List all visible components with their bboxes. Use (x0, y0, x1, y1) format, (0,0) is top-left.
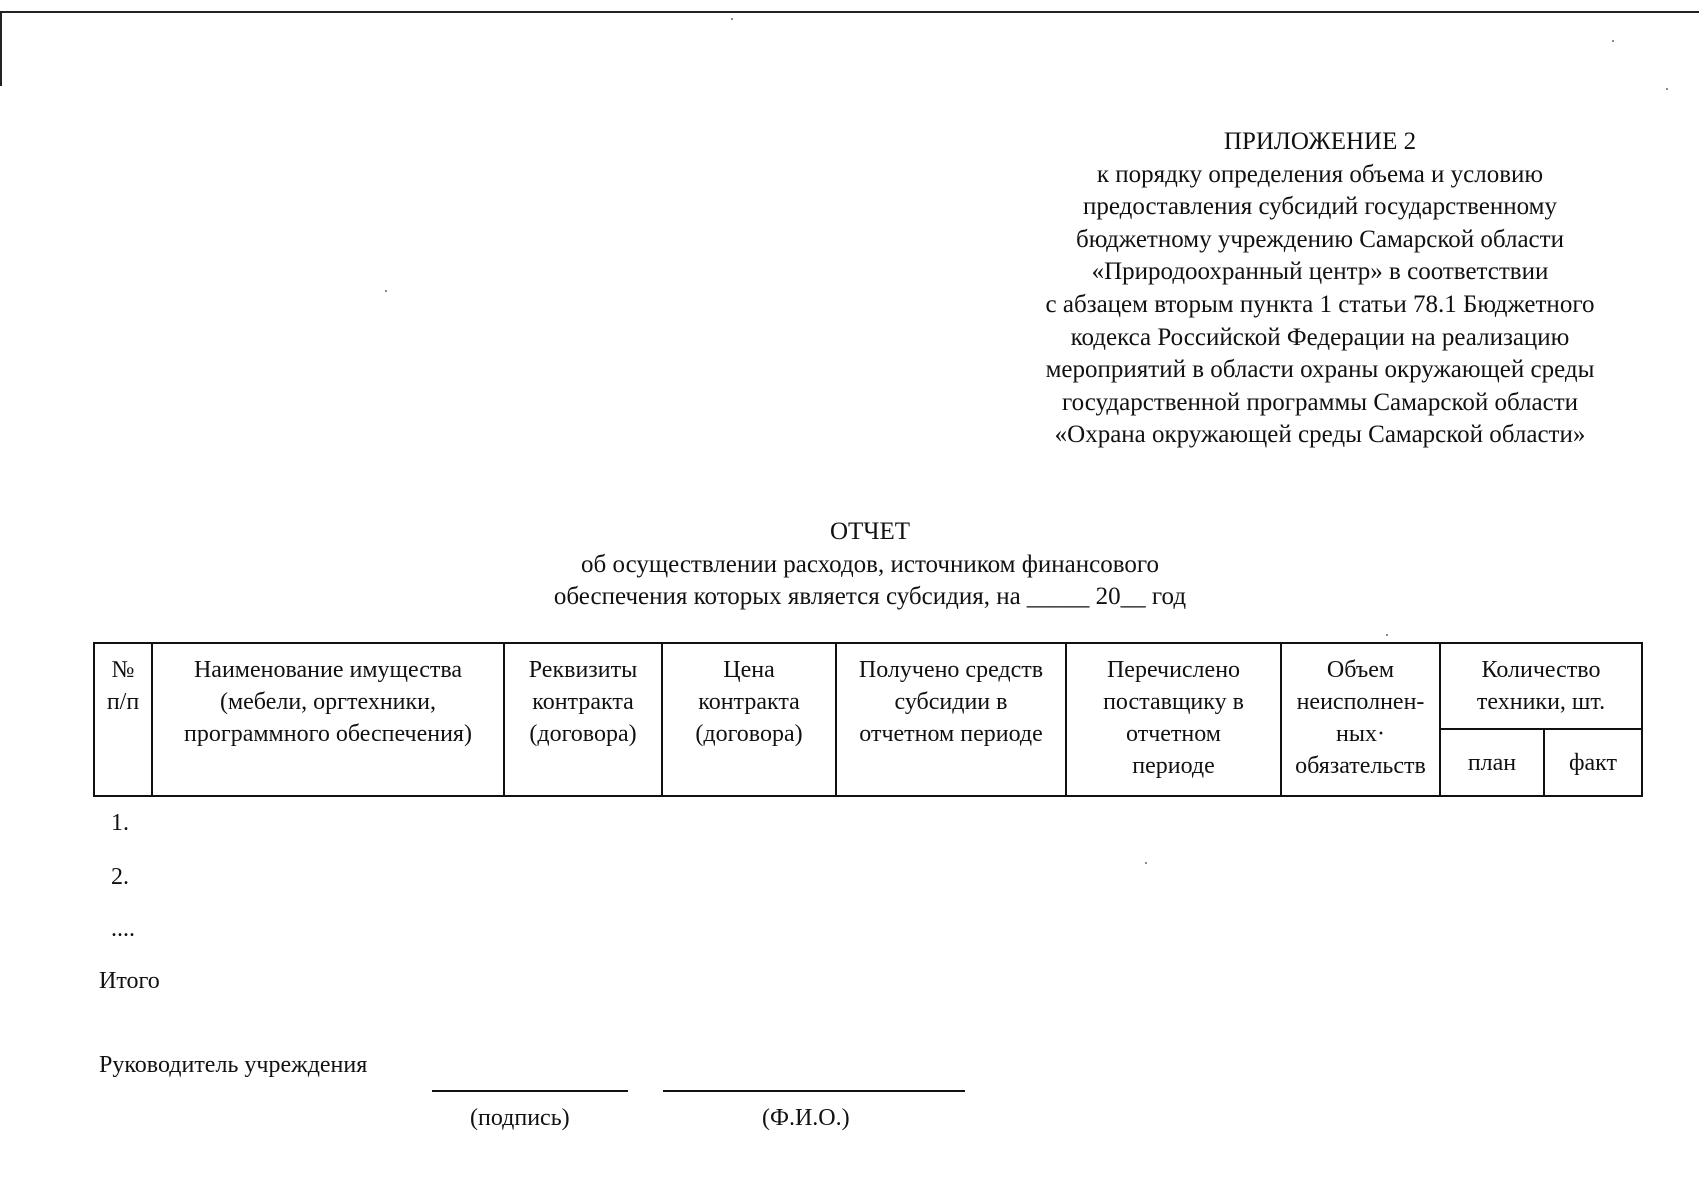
scan-speck (385, 290, 387, 292)
header-text: отчетном периоде (859, 721, 1043, 747)
header-text: неисполнен- (1296, 689, 1425, 715)
header-text: контракта (698, 689, 800, 715)
signature-line (432, 1090, 628, 1092)
appendix-line: кодекса Российской Федерации на реализацию (1070, 323, 1570, 351)
appendix-line: к порядку определения объема и условию (1096, 160, 1544, 188)
header-cell-plan: план (1440, 729, 1544, 796)
appendix-line: предоставления субсидий государственному (1083, 193, 1557, 221)
appendix-header (990, 126, 1650, 452)
header-text: ных· (1336, 721, 1385, 747)
header-text: (мебели, оргтехники, (219, 689, 437, 715)
report-subtitle-line: обеспечения которых является субсидия, на _____ 20__ год (553, 583, 1187, 610)
scan-border-left (0, 11, 2, 86)
row-number: 2. (111, 864, 129, 890)
total-label: Итого (99, 968, 160, 994)
row-ellipsis: .... (111, 916, 135, 942)
header-text: контракта (532, 689, 634, 715)
scan-border-top (0, 11, 1699, 13)
row-number: 1. (111, 810, 129, 836)
signature-label: Руководитель учреждения (99, 1052, 368, 1078)
header-cell-equipment-quantity (1440, 643, 1642, 729)
header-text: Получено средств (858, 657, 1044, 683)
header-text: поставщику в (1103, 689, 1244, 715)
signature-caption: (подпись) (470, 1105, 570, 1131)
header-text: периоде (1132, 753, 1215, 779)
scan-speck (1666, 88, 1668, 90)
header-text: (договора) (695, 721, 803, 747)
header-text: субсидии в (894, 689, 1008, 715)
header-text: Реквизиты (528, 657, 638, 683)
appendix-title: ПРИЛОЖЕНИЕ 2 (1223, 128, 1417, 155)
header-text: Цена (723, 657, 775, 683)
header-text: Наименование имущества (193, 657, 463, 683)
header-text: программного обеспечения) (184, 721, 472, 747)
header-text: Объем (1326, 657, 1395, 683)
appendix-line: с абзацем вторым пункта 1 статьи 78.1 Бюджетного (1045, 290, 1595, 318)
report-title: ОТЧЕТ (829, 518, 911, 545)
name-caption: (Ф.И.О.) (762, 1105, 850, 1131)
scan-speck (1386, 634, 1388, 636)
scan-speck (731, 18, 733, 20)
appendix-line: «Охрана окружающей среды Самарской области» (1054, 421, 1586, 449)
report-table (93, 642, 1643, 797)
header-cell-contract-details (504, 643, 662, 796)
header-text: № (111, 657, 135, 683)
header-text: техники, шт. (1476, 689, 1606, 715)
header-text: обязательств (1295, 753, 1426, 779)
header-cell-transferred-to-supplier (1066, 643, 1281, 796)
header-cell-subsidy-received (836, 643, 1066, 796)
report-title-block (460, 516, 1280, 614)
header-cell-number (94, 643, 152, 796)
appendix-line: бюджетному учреждению Самарской области (1076, 225, 1564, 253)
header-cell-fact: факт (1544, 729, 1642, 796)
report-subtitle-line: об осуществлении расходов, источником финансового (580, 550, 1159, 578)
appendix-line: государственной программы Самарской области (1061, 388, 1579, 416)
header-cell-property-name (152, 643, 504, 796)
name-line (663, 1090, 965, 1092)
header-cell-unfulfilled-obligations (1281, 643, 1440, 796)
header-text: Перечислено (1106, 657, 1241, 683)
scan-speck (1612, 40, 1614, 42)
header-text: (договора) (529, 721, 637, 747)
header-text: Количество (1481, 657, 1601, 683)
header-cell-contract-price (662, 643, 836, 796)
header-text: отчетном (1126, 721, 1221, 747)
header-text: п/п (106, 689, 140, 715)
appendix-line: мероприятий в области охраны окружающей среды (1045, 356, 1595, 384)
scan-speck (1145, 862, 1147, 864)
appendix-line: «Природоохранный центр» в соответствии (1091, 258, 1549, 286)
